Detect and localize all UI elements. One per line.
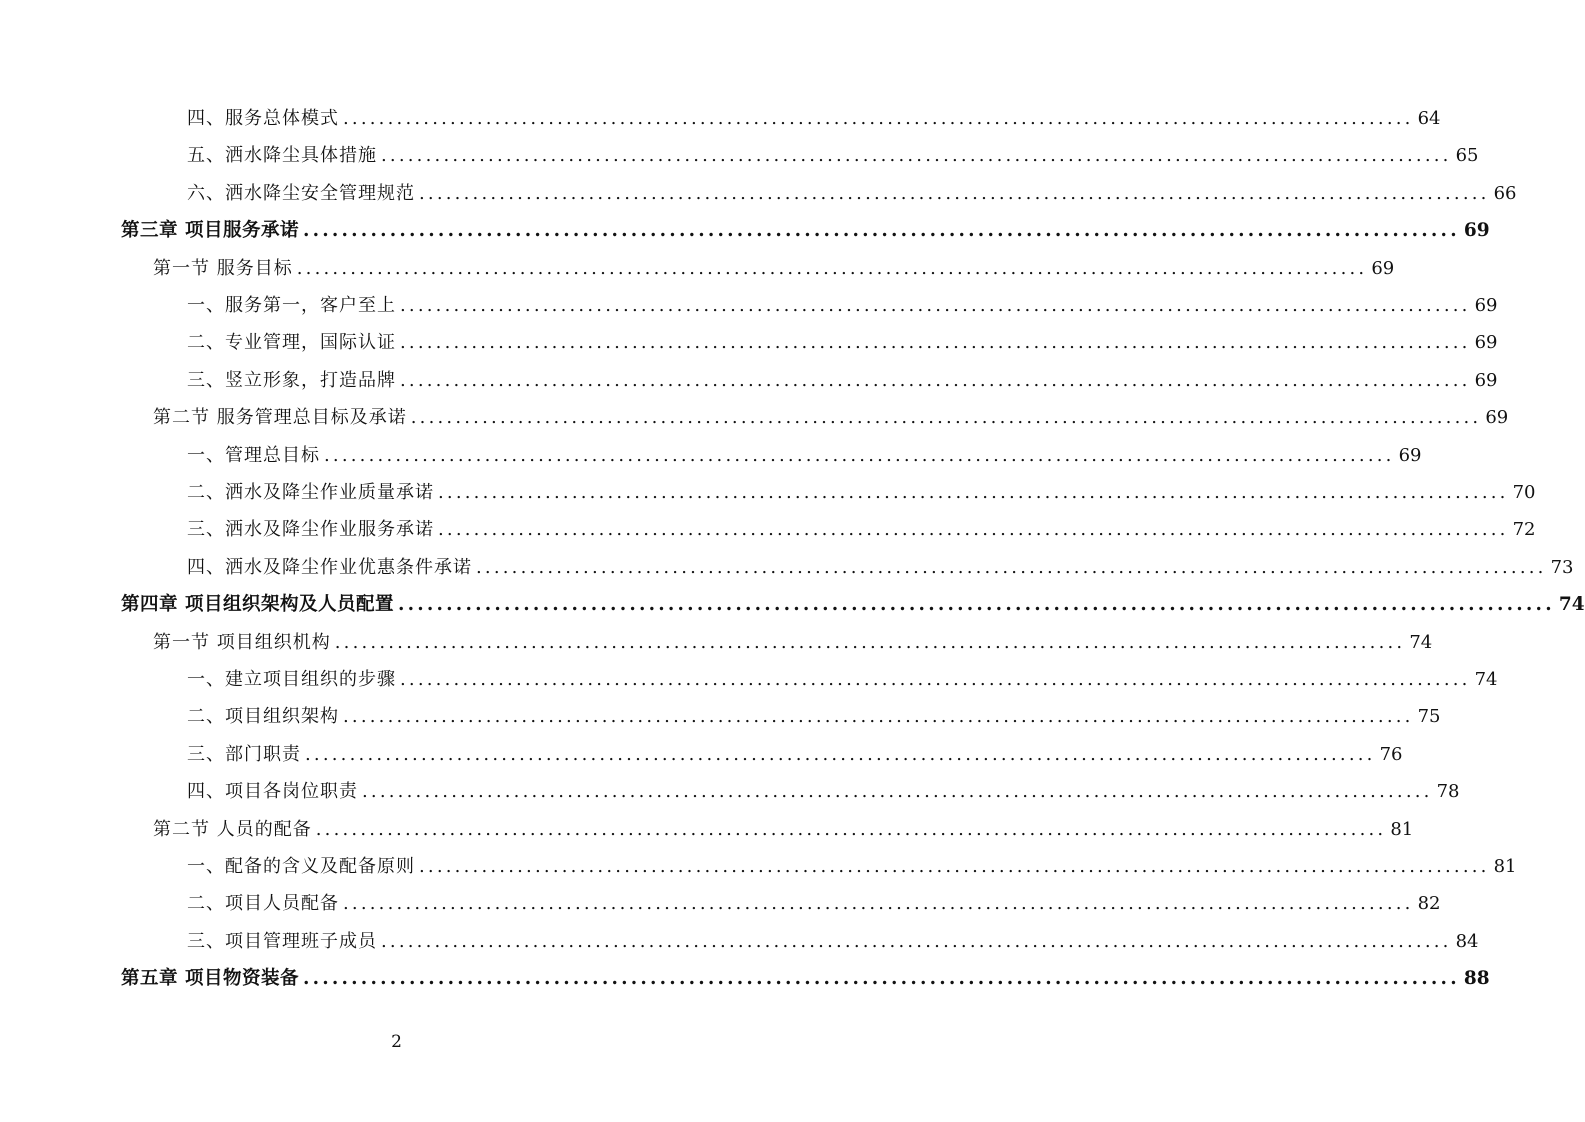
toc-leader-dots: ........................................................................................................................ xyxy=(419,182,1490,204)
toc-leader-dots: ........................................................................................................................ xyxy=(438,519,1509,541)
toc-entry-page: 69 xyxy=(1485,407,1509,429)
toc-item-entry[interactable] xyxy=(187,478,1536,508)
toc-entry-title: 第五章 项目物资装备 xyxy=(121,968,299,990)
toc-entry-page: 72 xyxy=(1512,519,1536,541)
toc-item-entry[interactable] xyxy=(187,141,1479,171)
toc-entry-title: 四、洒水及降尘作业优惠条件承诺 xyxy=(187,556,472,578)
toc-item-entry[interactable] xyxy=(187,291,1498,321)
toc-entry-page: 69 xyxy=(1474,332,1498,354)
toc-leader-dots: ........................................................................................................................ xyxy=(400,295,1471,316)
toc-entry-title: 二、专业管理，国际认证 xyxy=(187,332,396,354)
toc-entry-title: 四、服务总体模式 xyxy=(187,108,339,129)
toc-entry-title: 一、建立项目组织的步骤 xyxy=(187,669,396,690)
toc-item-entry[interactable] xyxy=(187,328,1498,358)
toc-leader-dots: ........................................................................................................................ xyxy=(305,743,1376,765)
toc-entry-page: 65 xyxy=(1455,145,1479,167)
toc-entry-title: 第一节 项目组织机构 xyxy=(153,631,331,653)
toc-entry-page: 74 xyxy=(1409,631,1433,653)
toc-section-entry[interactable] xyxy=(153,403,1509,433)
toc-entry-page: 75 xyxy=(1417,706,1441,728)
toc-chapter-entry[interactable] xyxy=(121,590,1585,620)
toc-entry-title: 三、竖立形象，打造品牌 xyxy=(187,369,396,391)
toc-leader-dots: ........................................................................................................................ xyxy=(476,556,1547,578)
toc-leader-dots: ........................................................................................................................ xyxy=(343,706,1414,728)
toc-leader-dots: ........................................................................................................................ xyxy=(315,818,1387,840)
toc-section-entry[interactable] xyxy=(153,815,1414,845)
toc-entry-page: 81 xyxy=(1390,818,1414,840)
toc-leader-dots: ........................................................................................................................ xyxy=(438,482,1509,503)
toc-leader-dots: ........................................................................................................................ xyxy=(334,631,1406,653)
toc-chapter-entry[interactable] xyxy=(121,964,1490,994)
toc-entry-title: 二、项目组织架构 xyxy=(187,706,339,728)
toc-item-entry[interactable] xyxy=(187,179,1517,209)
toc-leader-dots: ........................................................................................................................ xyxy=(381,930,1452,952)
toc-section-entry[interactable] xyxy=(153,254,1395,284)
toc-leader-dots: ........................................................................................................................ xyxy=(400,669,1471,690)
toc-leader-dots: ........................................................................................................................ xyxy=(343,108,1414,129)
toc-section-entry[interactable] xyxy=(153,628,1433,658)
toc-item-entry[interactable] xyxy=(187,740,1403,770)
toc-item-entry[interactable] xyxy=(187,104,1441,134)
toc-entry-title: 第四章 项目组织架构及人员配置 xyxy=(121,594,394,616)
toc-entry-title: 四、项目各岗位职责 xyxy=(187,781,358,803)
toc-item-entry[interactable] xyxy=(187,441,1422,471)
toc-leader-dots: ........................................................................................................................ xyxy=(381,145,1452,167)
toc-entry-page: 74 xyxy=(1474,669,1498,690)
page-number: 2 xyxy=(391,1032,402,1052)
toc-item-entry[interactable] xyxy=(187,889,1441,919)
toc-entry-page: 73 xyxy=(1550,556,1574,578)
toc-item-entry[interactable] xyxy=(187,702,1441,732)
toc-entry-title: 三、项目管理班子成员 xyxy=(187,930,377,952)
toc-entry-page: 66 xyxy=(1493,182,1517,204)
toc-entry-page: 69 xyxy=(1474,369,1498,391)
toc-chapter-entry[interactable] xyxy=(121,216,1490,246)
toc-entry-title: 一、配备的含义及配备原则 xyxy=(187,856,415,877)
toc-leader-dots: ........................................................................................................................ xyxy=(400,369,1471,391)
toc-leader-dots: ........................................................................................................................ xyxy=(410,407,1482,429)
toc-entry-page: 70 xyxy=(1512,482,1536,503)
toc-entry-page: 69 xyxy=(1398,444,1422,466)
toc-leader-dots: ........................................................................................................................ xyxy=(302,220,1460,242)
toc-entry-title: 六、洒水降尘安全管理规范 xyxy=(187,182,415,204)
toc-entry-page: 81 xyxy=(1493,856,1517,877)
toc-leader-dots: ........................................................................................................................ xyxy=(419,856,1490,877)
toc-item-entry[interactable] xyxy=(187,515,1536,545)
toc-item-entry[interactable] xyxy=(187,927,1479,957)
toc-entry-title: 一、服务第一，客户至上 xyxy=(187,295,396,316)
toc-entry-title: 五、洒水降尘具体措施 xyxy=(187,145,377,167)
toc-entry-title: 第一节 服务目标 xyxy=(153,257,293,279)
toc-entry-title: 第三章 项目服务承诺 xyxy=(121,220,299,242)
toc-entry-title: 三、洒水及降尘作业服务承诺 xyxy=(187,519,434,541)
toc-entry-page: 69 xyxy=(1474,295,1498,316)
toc-item-entry[interactable] xyxy=(187,665,1498,695)
toc-entry-page: 78 xyxy=(1436,781,1460,803)
toc-entry-title: 一、管理总目标 xyxy=(187,444,320,466)
toc-entry-page: 74 xyxy=(1558,594,1585,616)
toc-entry-page: 69 xyxy=(1463,220,1490,242)
toc-entry-title: 二、洒水及降尘作业质量承诺 xyxy=(187,482,434,503)
toc-leader-dots: ........................................................................................................................ xyxy=(302,968,1460,990)
toc-entry-title: 二、项目人员配备 xyxy=(187,893,339,915)
toc-entry-page: 64 xyxy=(1417,108,1441,129)
toc-entry-page: 82 xyxy=(1417,893,1441,915)
toc-entry-title: 第二节 服务管理总目标及承诺 xyxy=(153,407,407,429)
toc-leader-dots: ........................................................................................................................ xyxy=(397,594,1555,616)
toc-leader-dots: ........................................................................................................................ xyxy=(296,257,1368,279)
toc-leader-dots: ........................................................................................................................ xyxy=(362,781,1433,803)
toc-entry-page: 88 xyxy=(1463,968,1490,990)
toc-entry-title: 三、部门职责 xyxy=(187,743,301,765)
toc-item-entry[interactable] xyxy=(187,366,1498,396)
toc-leader-dots: ........................................................................................................................ xyxy=(343,893,1414,915)
toc-item-entry[interactable] xyxy=(187,777,1460,807)
toc-item-entry[interactable] xyxy=(187,553,1574,583)
toc-item-entry[interactable] xyxy=(187,852,1517,882)
toc-entry-page: 84 xyxy=(1455,930,1479,952)
toc-leader-dots: ........................................................................................................................ xyxy=(324,444,1395,466)
toc-entry-page: 76 xyxy=(1379,743,1403,765)
toc-entry-page: 69 xyxy=(1371,257,1395,279)
toc-entry-title: 第二节 人员的配备 xyxy=(153,818,312,840)
toc-leader-dots: ........................................................................................................................ xyxy=(400,332,1471,354)
